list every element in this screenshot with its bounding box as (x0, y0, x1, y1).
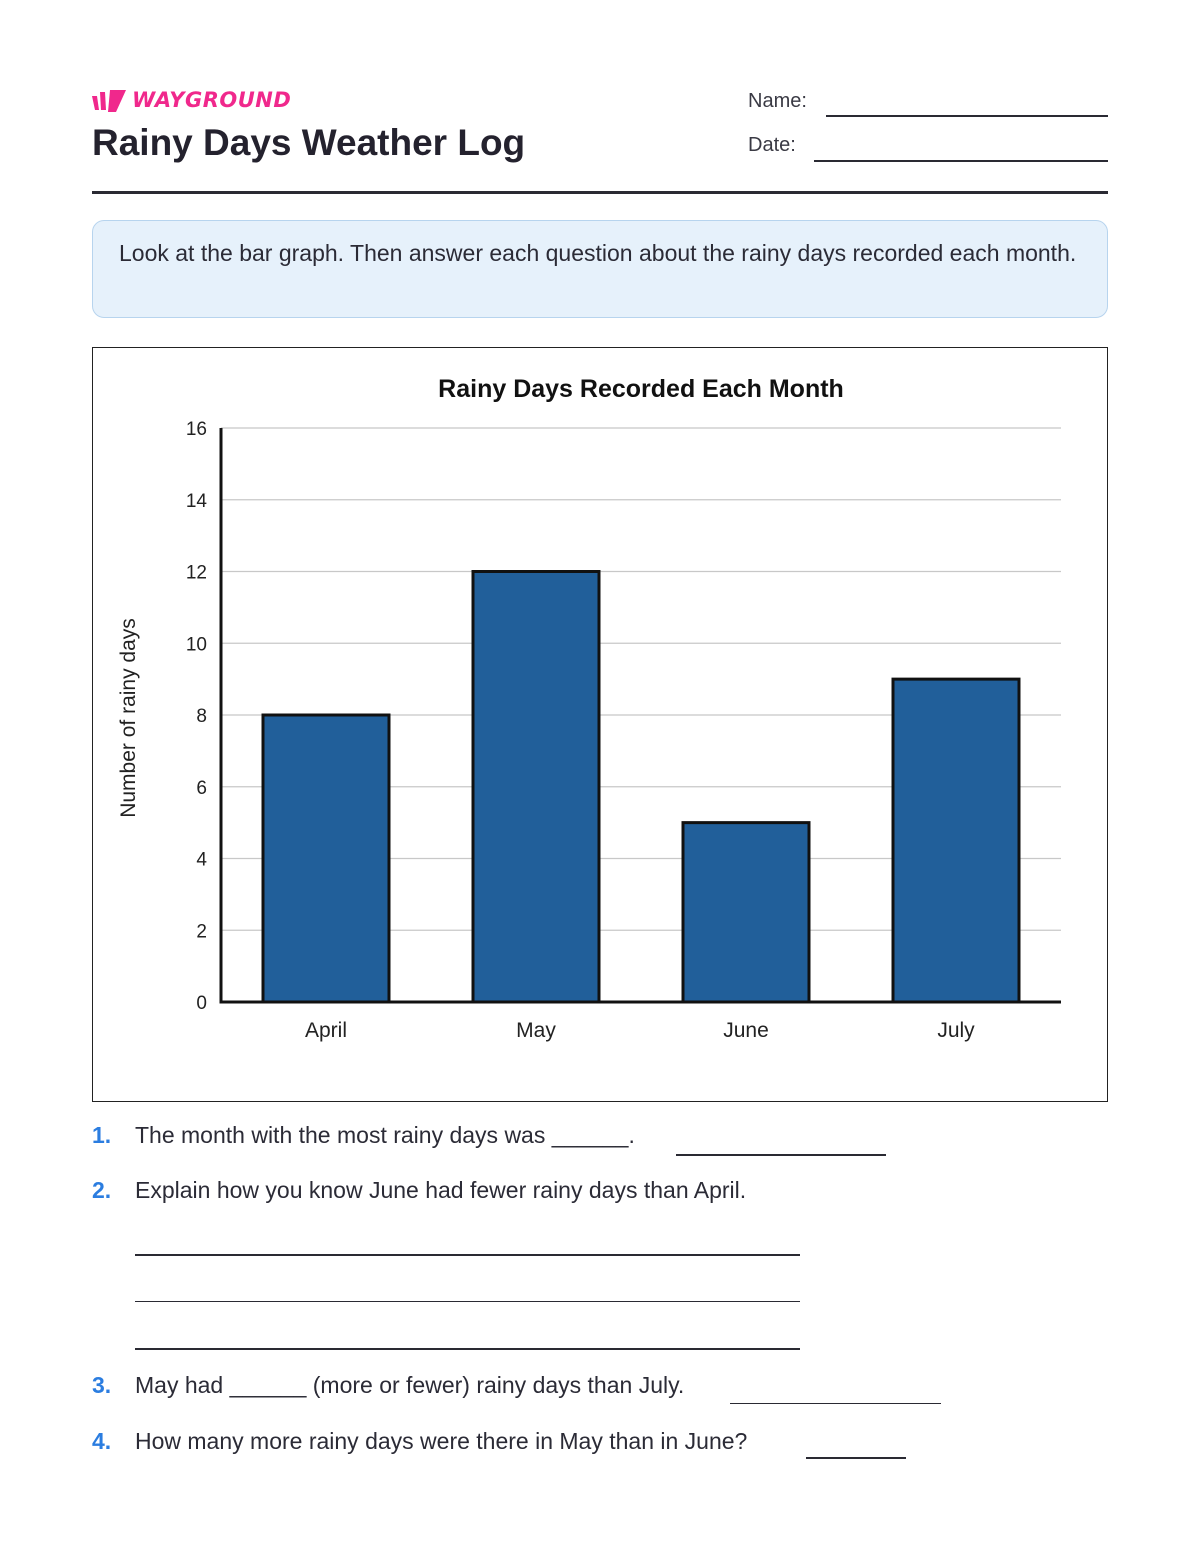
y-tick-label: 2 (196, 921, 207, 943)
bar-april (263, 715, 389, 1002)
x-category-label: April (304, 1019, 348, 1042)
x-axis-categories (305, 1019, 975, 1042)
y-tick-label: 10 (185, 634, 207, 656)
x-category-label: June (723, 1019, 769, 1042)
instructions-text: Look at the bar graph. Then answer each question about the rainy days recorded each month. (119, 240, 1077, 266)
y-axis-ticks (186, 419, 208, 1014)
x-category-label: May (516, 1019, 556, 1042)
question-3-text: May had ______ (more or fewer) rainy days than July. (135, 1372, 685, 1398)
question-2-text: Explain how you know June had fewer rainy days than April. (135, 1177, 747, 1203)
bar-july (893, 679, 1019, 1002)
question-2 (92, 1177, 746, 1204)
chart-frame (92, 347, 1108, 1102)
y-tick-label: 14 (185, 490, 207, 512)
answer-3-line[interactable] (730, 1403, 941, 1404)
x-category-label: July (937, 1019, 975, 1042)
name-label: Name: (748, 90, 807, 112)
chart-title: Rainy Days Recorded Each Month (438, 375, 844, 403)
answer-4-line[interactable] (806, 1457, 906, 1459)
question-1-number: 1. (92, 1122, 112, 1148)
date-label: Date: (748, 134, 796, 156)
y-tick-label: 4 (196, 849, 207, 871)
answer-1-line[interactable] (676, 1154, 886, 1156)
bar-june (683, 823, 809, 1002)
bar-chart (93, 348, 1109, 1103)
question-4-number: 4. (92, 1428, 112, 1454)
brand-logo-icon (92, 88, 126, 112)
question-4 (92, 1428, 747, 1455)
name-field[interactable] (826, 115, 1108, 117)
instructions-box (92, 220, 1108, 318)
question-3-number: 3. (92, 1372, 112, 1398)
question-2-number: 2. (92, 1177, 112, 1203)
question-1-text: The month with the most rainy days was ______. (135, 1122, 635, 1148)
y-tick-label: 0 (196, 993, 207, 1014)
y-tick-label: 12 (185, 562, 207, 584)
y-tick-label: 6 (196, 777, 207, 799)
y-tick-label: 8 (196, 706, 207, 727)
question-1 (92, 1122, 635, 1149)
answer-2-line-3[interactable] (135, 1348, 800, 1350)
brand-name: WAYGROUND (132, 88, 292, 112)
page-title: Rainy Days Weather Log (92, 122, 526, 163)
bar-may (473, 572, 599, 1003)
answer-2-line-2[interactable] (135, 1301, 800, 1302)
question-3 (92, 1372, 684, 1399)
y-tick-label: 16 (185, 419, 207, 440)
brand-logo (92, 86, 291, 114)
header-divider (92, 191, 1108, 194)
y-axis-label: Number of rainy days (117, 618, 140, 818)
question-4-text: How many more rainy days were there in May than in June? (135, 1428, 748, 1454)
date-field[interactable] (814, 160, 1108, 162)
answer-2-line-1[interactable] (135, 1254, 800, 1256)
